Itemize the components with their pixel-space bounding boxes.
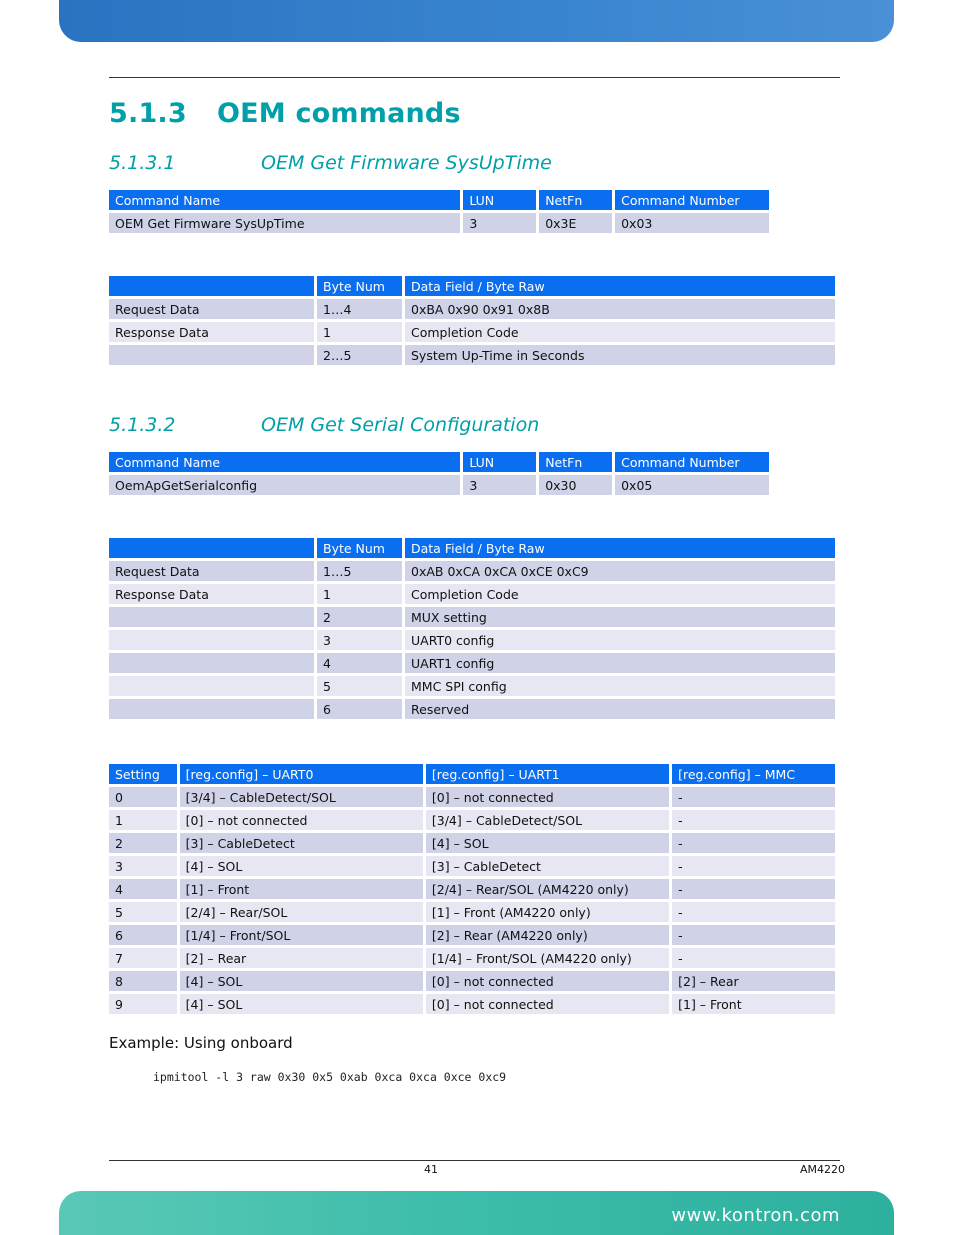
table-cell: [1] – Front (AM4220 only) (426, 902, 669, 922)
table-cell: [4] – SOL (426, 833, 669, 853)
table-header: Command Number (615, 190, 769, 210)
table-cell: 2…5 (317, 345, 402, 365)
table-header: Command Name (109, 190, 460, 210)
section-number: 5.1.3 (109, 98, 187, 129)
table-cell: 6 (317, 699, 402, 719)
table-header: NetFn (539, 452, 612, 472)
table-cell: [3/4] – CableDetect/SOL (180, 787, 423, 807)
table-cell: [1/4] – Front/SOL (AM4220 only) (426, 948, 669, 968)
table-cell: [4] – SOL (180, 971, 423, 991)
table-row (109, 902, 835, 922)
table-row (109, 971, 835, 991)
table-cell: - (672, 948, 835, 968)
table-cell: - (672, 925, 835, 945)
table-cell: 1…5 (317, 561, 402, 581)
table-cell: [0] – not connected (426, 971, 669, 991)
table-cell: 0x3E (539, 213, 612, 233)
table-row (109, 879, 835, 899)
table-header: [reg.config] – UART1 (426, 764, 669, 784)
table-cell: 3 (317, 630, 402, 650)
table-cell: [3/4] – CableDetect/SOL (426, 810, 669, 830)
table-cell: Reserved (405, 699, 835, 719)
table-row (109, 607, 835, 627)
table-cell: 3 (109, 856, 177, 876)
table-cell: 3 (463, 475, 536, 495)
table-cell (109, 607, 314, 627)
table-cell: 0x30 (539, 475, 612, 495)
table-header (109, 276, 314, 296)
table-row (109, 948, 835, 968)
table-cell: - (672, 902, 835, 922)
top-banner (59, 0, 894, 42)
table-header: [reg.config] – MMC (672, 764, 835, 784)
table-cell: [0] – not connected (426, 994, 669, 1014)
table-cell: 5 (109, 902, 177, 922)
table-cell: [2/4] – Rear/SOL (180, 902, 423, 922)
subsection-title: OEM Get Firmware SysUpTime (261, 152, 552, 174)
table-row (109, 787, 835, 807)
table-cell: - (672, 787, 835, 807)
table-cell: Completion Code (405, 322, 835, 342)
table-header: Data Field / Byte Raw (405, 276, 835, 296)
table-row (109, 561, 835, 581)
table-cell (109, 653, 314, 673)
table-cell: 8 (109, 971, 177, 991)
table-cell: [2] – Rear (AM4220 only) (426, 925, 669, 945)
table-cell: Response Data (109, 584, 314, 604)
header-rule (109, 77, 840, 78)
example-label: Example: Using onboard (109, 1034, 293, 1052)
table-cell (109, 699, 314, 719)
table-cell: [2] – Rear (672, 971, 835, 991)
table-row (109, 833, 835, 853)
table-header: Setting (109, 764, 177, 784)
table-row (109, 994, 835, 1014)
table-cell: 0x05 (615, 475, 769, 495)
table-cell: 1 (317, 322, 402, 342)
table-cell: 1 (109, 810, 177, 830)
serial-command-table (106, 449, 772, 498)
table-cell: 0x03 (615, 213, 769, 233)
table-cell: MUX setting (405, 607, 835, 627)
table-cell: [4] – SOL (180, 994, 423, 1014)
table-row (109, 345, 835, 365)
table-row (109, 630, 835, 650)
table-row (109, 676, 835, 696)
table-cell: [4] – SOL (180, 856, 423, 876)
table-cell: [0] – not connected (426, 787, 669, 807)
table-cell: System Up-Time in Seconds (405, 345, 835, 365)
table-row (109, 584, 835, 604)
website-link[interactable]: www.kontron.com (671, 1205, 840, 1226)
table-row (109, 475, 769, 495)
code-example: ipmitool -l 3 raw 0x30 0x5 0xab 0xca 0xca 0xce 0xc9 (153, 1070, 507, 1084)
footer-rule (109, 1160, 840, 1161)
table-cell: - (672, 856, 835, 876)
table-cell: - (672, 810, 835, 830)
table-cell: 4 (317, 653, 402, 673)
table-cell (109, 676, 314, 696)
table-row (109, 856, 835, 876)
subsection-heading-serial-config (109, 414, 539, 436)
table-cell: Request Data (109, 561, 314, 581)
table-header (109, 538, 314, 558)
table-cell: [1] – Front (672, 994, 835, 1014)
table-row (109, 699, 835, 719)
document-id: AM4220 (800, 1163, 846, 1176)
table-row (109, 925, 835, 945)
subsection-number: 5.1.3.1 (109, 152, 176, 174)
bottom-banner (59, 1191, 894, 1235)
section-heading (109, 98, 461, 129)
table-cell: Request Data (109, 299, 314, 319)
table-cell: [1] – Front (180, 879, 423, 899)
table-header: [reg.config] – UART0 (180, 764, 423, 784)
table-cell: 0xAB 0xCA 0xCA 0xCE 0xC9 (405, 561, 835, 581)
serial-setting-table (106, 761, 838, 1017)
table-cell: Response Data (109, 322, 314, 342)
table-cell: 0xBA 0x90 0x91 0x8B (405, 299, 835, 319)
table-row (109, 299, 835, 319)
subsection-title: OEM Get Serial Configuration (261, 414, 540, 436)
table-cell: - (672, 879, 835, 899)
sysuptime-command-table (106, 187, 772, 236)
table-header: Byte Num (317, 276, 402, 296)
table-header: Command Number (615, 452, 769, 472)
table-header: LUN (463, 452, 536, 472)
table-cell: 5 (317, 676, 402, 696)
table-cell: 9 (109, 994, 177, 1014)
table-cell: UART1 config (405, 653, 835, 673)
table-cell: [3] – CableDetect (180, 833, 423, 853)
table-header: Data Field / Byte Raw (405, 538, 835, 558)
table-cell: 2 (317, 607, 402, 627)
table-cell: UART0 config (405, 630, 835, 650)
table-cell: 3 (463, 213, 536, 233)
table-cell: 2 (109, 833, 177, 853)
table-header: Command Name (109, 452, 460, 472)
table-cell: 7 (109, 948, 177, 968)
table-cell: [1/4] – Front/SOL (180, 925, 423, 945)
table-cell: [2/4] – Rear/SOL (AM4220 only) (426, 879, 669, 899)
serial-data-table (106, 535, 838, 722)
section-title: OEM commands (217, 98, 461, 129)
table-header: LUN (463, 190, 536, 210)
table-cell: 1 (317, 584, 402, 604)
table-row (109, 653, 835, 673)
table-cell (109, 630, 314, 650)
table-cell: - (672, 833, 835, 853)
table-row (109, 810, 835, 830)
table-row (109, 322, 835, 342)
table-header: NetFn (539, 190, 612, 210)
table-cell: 0 (109, 787, 177, 807)
table-cell (109, 345, 314, 365)
table-cell: 1…4 (317, 299, 402, 319)
subsection-heading-sysuptime (109, 152, 552, 174)
table-cell: OemApGetSerialconfig (109, 475, 460, 495)
table-cell: Completion Code (405, 584, 835, 604)
table-cell: 4 (109, 879, 177, 899)
table-cell: 6 (109, 925, 177, 945)
table-row (109, 213, 769, 233)
table-header: Byte Num (317, 538, 402, 558)
sysuptime-data-table (106, 273, 838, 368)
table-cell: MMC SPI config (405, 676, 835, 696)
table-cell: [3] – CableDetect (426, 856, 669, 876)
table-cell: [2] – Rear (180, 948, 423, 968)
table-cell: [0] – not connected (180, 810, 423, 830)
table-cell: OEM Get Firmware SysUpTime (109, 213, 460, 233)
page-number: 41 (424, 1163, 438, 1176)
subsection-number: 5.1.3.2 (109, 414, 176, 436)
